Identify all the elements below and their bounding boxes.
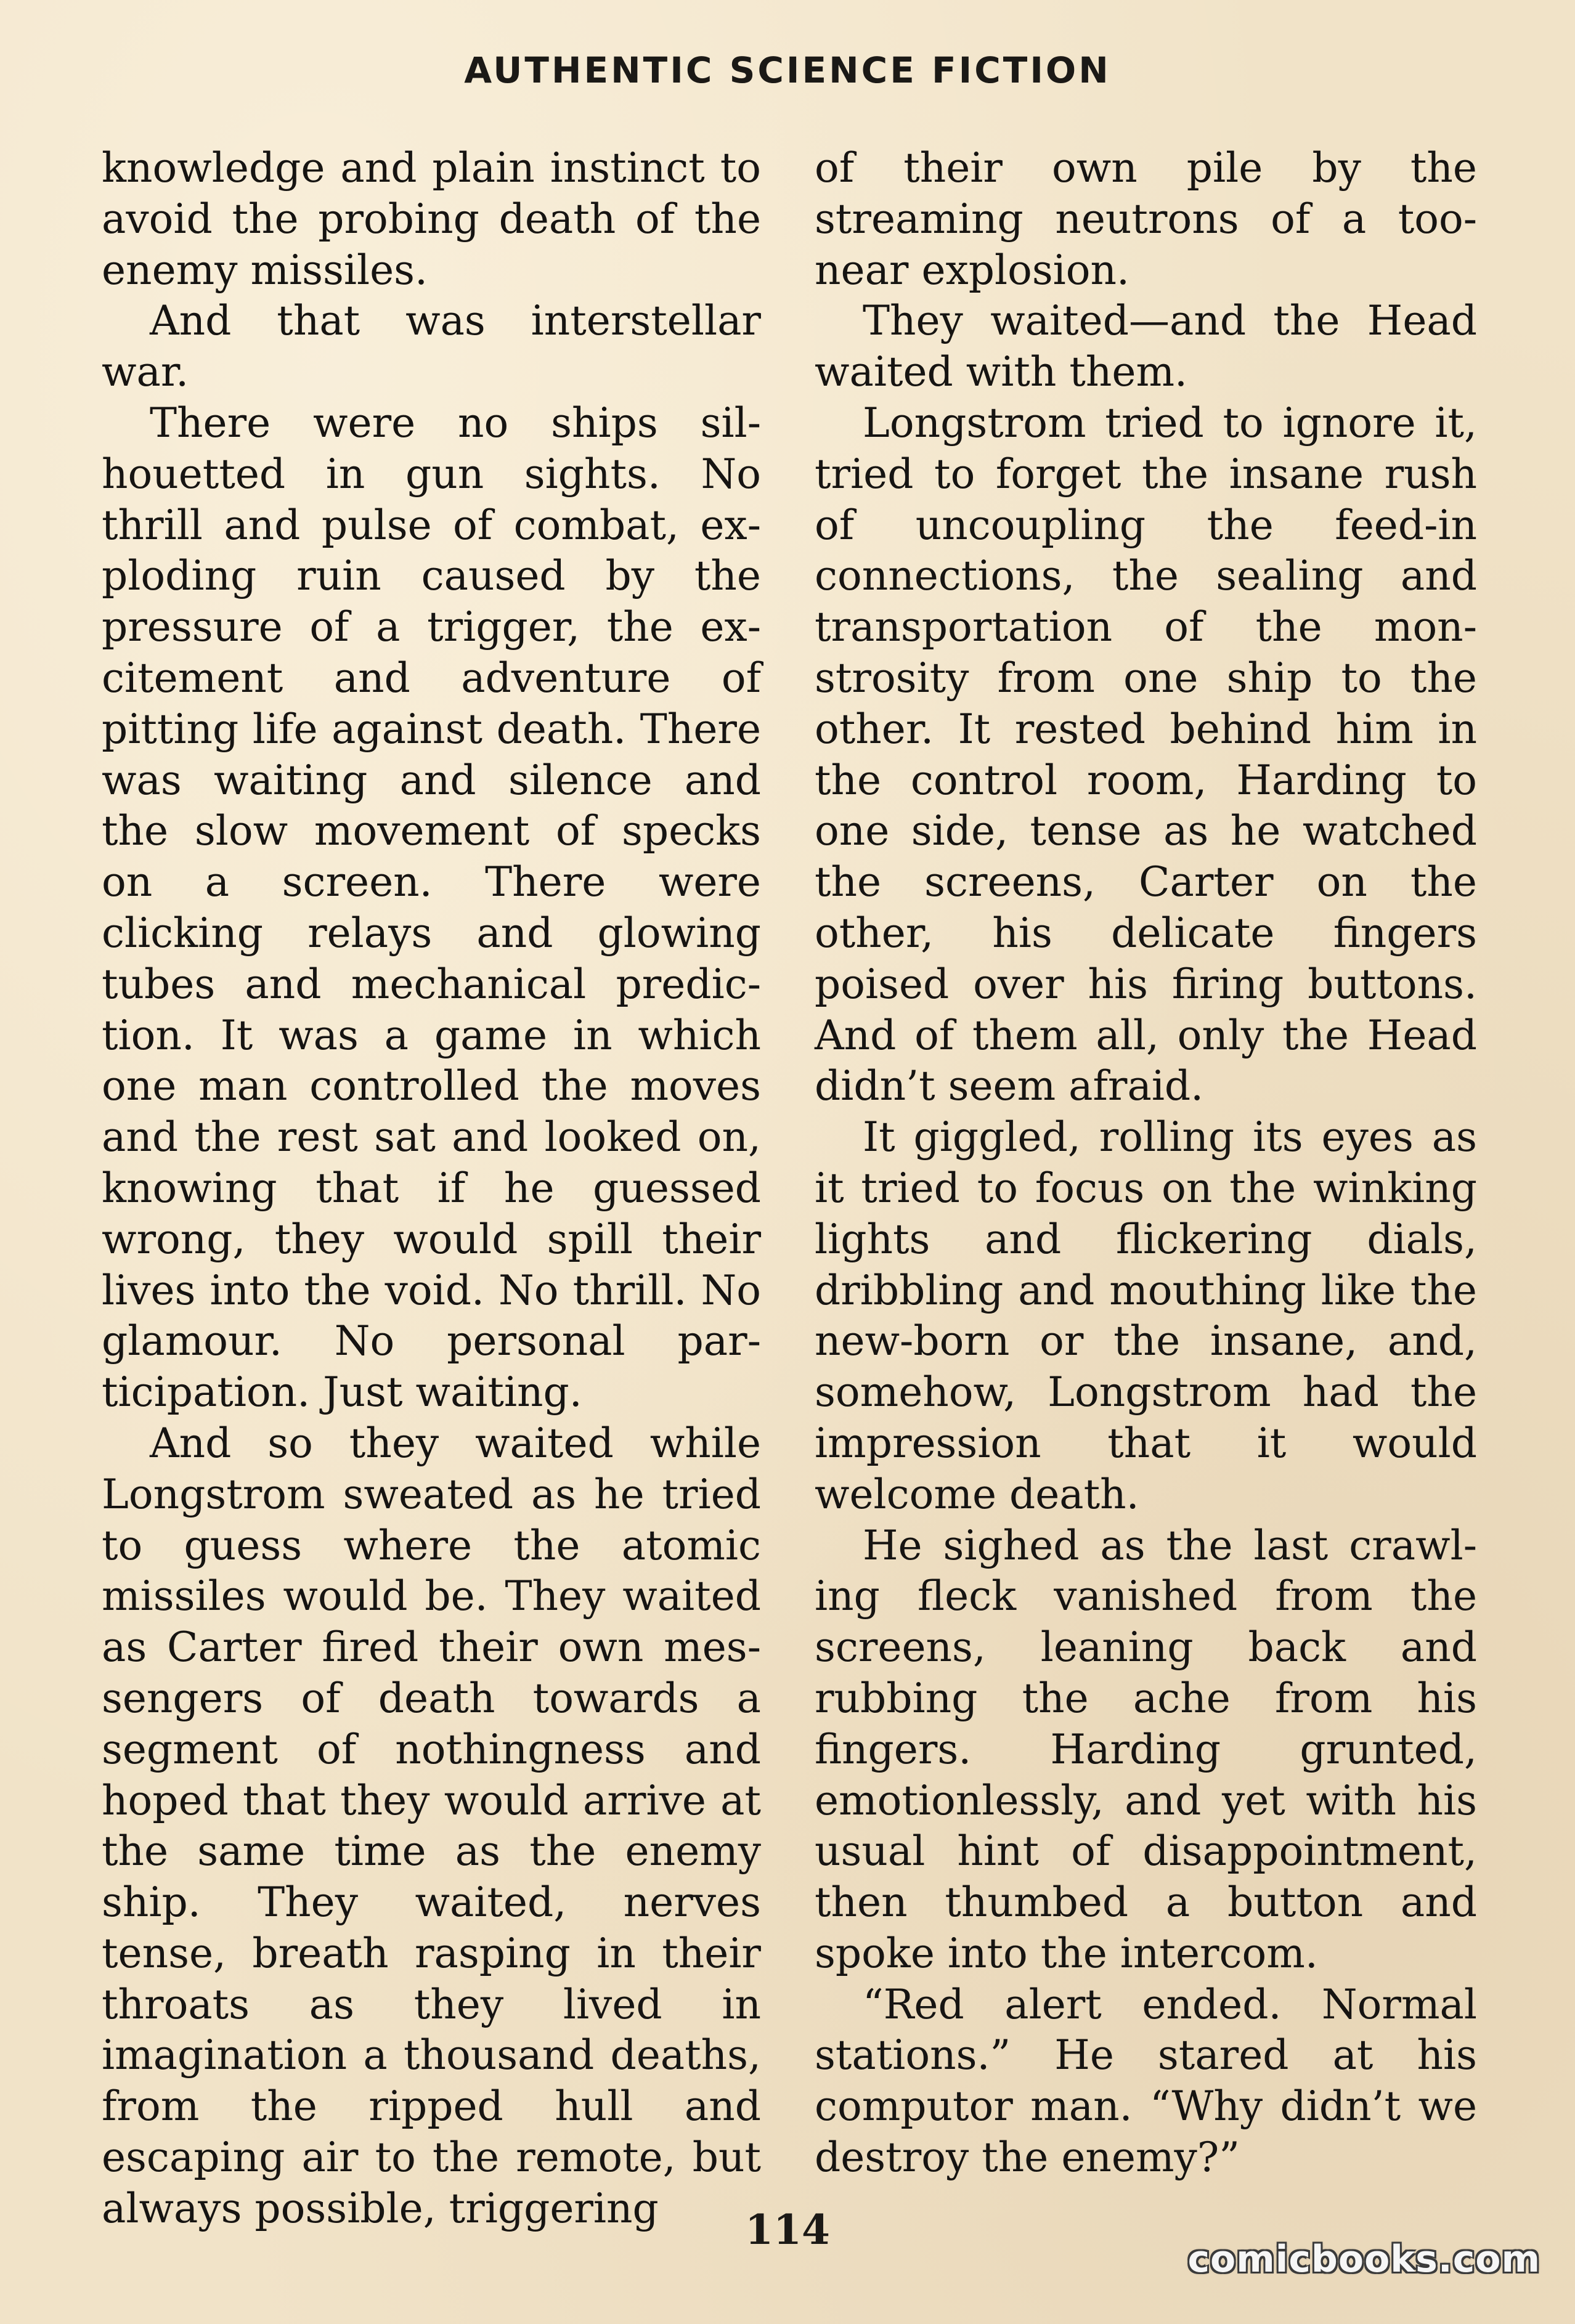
page-number: 114 [745, 2206, 830, 2254]
paragraph: “Red alert ended. Normal stations.” He stared at his computor man. “Why didn’t we destroy the enemy?” [815, 1980, 1477, 2182]
left-text-column [102, 143, 761, 2235]
paragraph: knowledge and plain instinct to avoid the probing death of the enemy missiles. [102, 144, 761, 294]
paragraph: He sighed as the last crawling fleck vanished from the screens, leaning back and rubbing the ache from his fingers. Harding grunted, emotionlessly, and yet with his usual hint of disappointment, then thumbed a button and spoke into the intercom. [815, 1521, 1477, 1977]
paragraph: of their own pile by the streaming neutrons of a too-near explosion. [815, 144, 1477, 294]
watermark-logo: comicbooks.com [1187, 2238, 1540, 2281]
paragraph: There were no ships silhouetted in gun sights. No thrill and pulse of combat, exploding ruin caused by the pressure of a trigger, the excitement and adventure of pitting life against death. There was waiting and silence and the slow movement of specks on a screen. There were clicking relays and glowing tubes and mechanical prediction. It was a game in which one man controlled the moves and the rest sat and looked on, knowing that if he guessed wrong, they would spill their lives into the void. No thrill. No glamour. No personal participation. Just waiting. [102, 399, 761, 1416]
running-head: AUTHENTIC SCIENCE FICTION [464, 49, 1111, 91]
paragraph: It giggled, rolling its eyes as it tried to focus on the winking lights and flickering dials, dribbling and mouthing like the new-born or the insane, and, somehow, Longstrom had the impression that it would welcome death. [815, 1113, 1477, 1518]
paragraph: Longstrom tried to ignore it, tried to forget the insane rush of uncoupling the feed-in connections, the sealing and transportation of the monstrosity from one ship to the other. It rested behind him in the control room, Harding to one side, tense as he watched the screens, Carter on the other, his delicate fingers poised over his firing buttons. And of them all, only the Head didn’t seem afraid. [815, 399, 1477, 1110]
right-text-column [815, 143, 1477, 2184]
paragraph: And that was interstellar war. [102, 297, 761, 396]
paragraph: And so they waited while Longstrom sweated as he tried to guess where the atomic missiles would be. They waited as Carter fired their own messengers of death towards a segment of nothingness and hoped that they would arrive at the same time as the enemy ship. They waited, nerves tense, breath rasping in their throats as they lived in imagination a thousand deaths, from the ripped hull and escaping air to the remote, but always possible, triggering [102, 1419, 761, 2232]
paragraph: They waited—and the Head waited with them. [815, 297, 1477, 396]
